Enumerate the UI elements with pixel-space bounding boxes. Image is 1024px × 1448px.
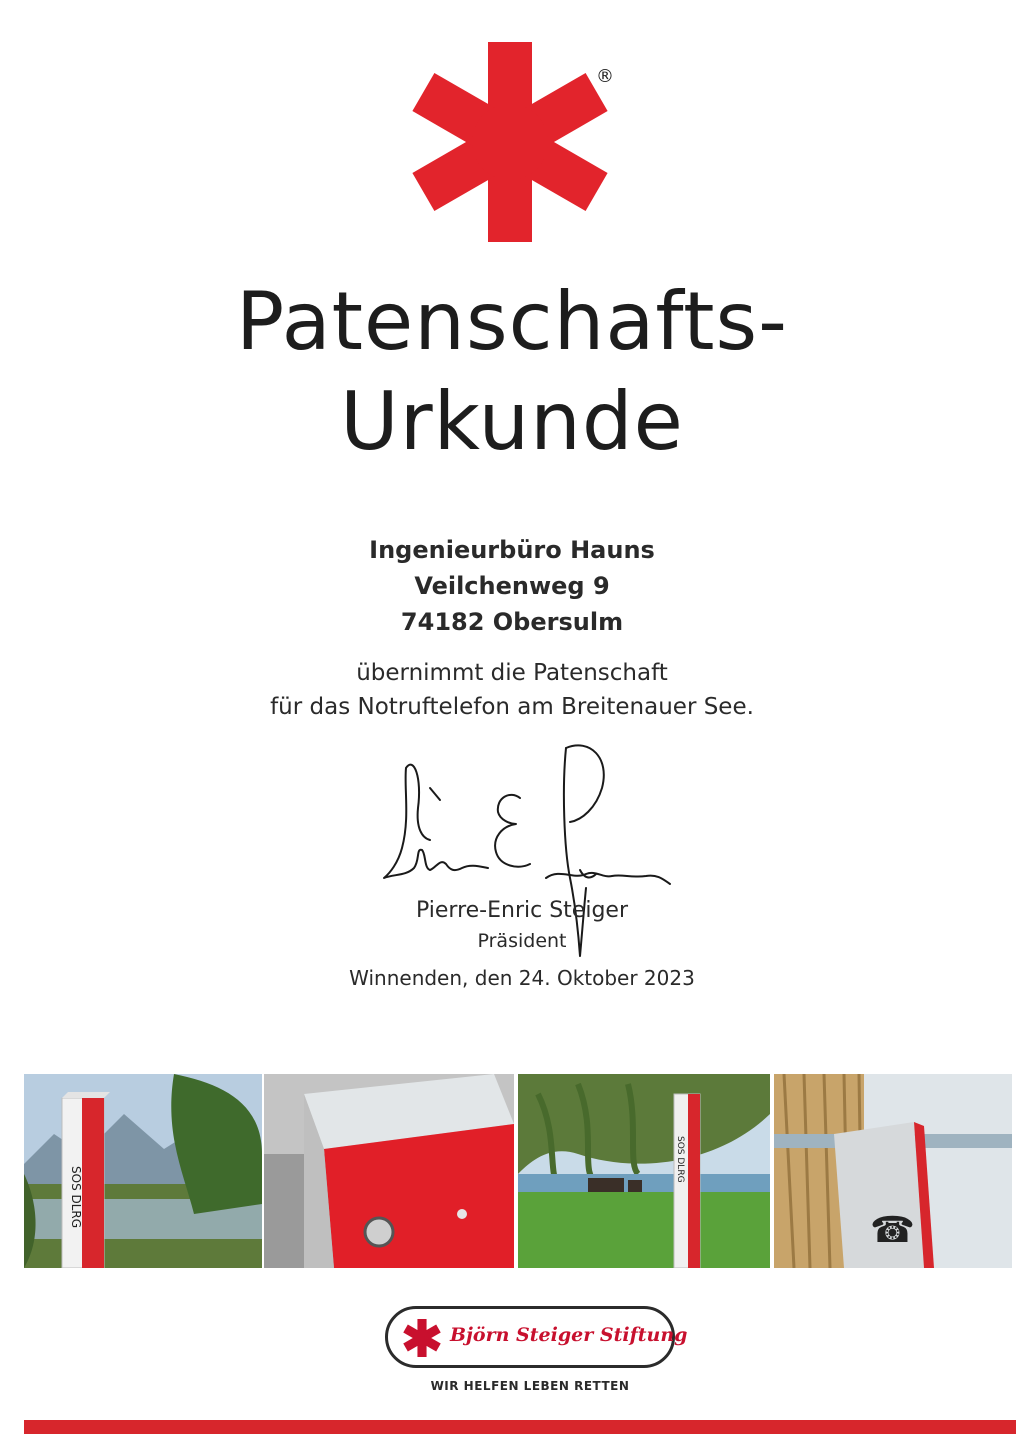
recipient-city: 74182 Obersulm: [400, 608, 624, 636]
title-line-1: Patenschafts-: [235, 275, 789, 368]
recipient-name: Ingenieurbüro Hauns: [369, 536, 655, 564]
svg-text:☎: ☎: [870, 1210, 915, 1251]
emergency-box-reeds-photo: [774, 1074, 1012, 1268]
emergency-box-closeup-photo: [264, 1074, 514, 1268]
sponsorship-statement: [0, 656, 1024, 724]
pillar-text-1: SOS DLRG: [69, 1166, 83, 1229]
statement-line-2: für das Notruftelefon am Breitenauer See.: [270, 694, 754, 720]
certificate-title: [0, 272, 1024, 472]
foundation-slogan: WIR HELFEN LEBEN RETTEN: [430, 1379, 630, 1393]
foundation-badge: [385, 1306, 688, 1368]
recipient-block: [0, 532, 1024, 640]
foundation-star-icon: [400, 1319, 444, 1357]
handwritten-signature: [370, 728, 680, 960]
foundation-name: Björn Steiger Stiftung: [450, 1324, 688, 1346]
emergency-pillar-park-photo: [518, 1074, 770, 1268]
place-and-date: Winnenden, den 24. Oktober 2023: [349, 966, 695, 990]
registered-mark: ®: [596, 66, 614, 87]
recipient-street: Veilchenweg 9: [414, 572, 610, 600]
statement-line-1: übernimmt die Patenschaft: [356, 660, 668, 686]
logo-star-icon: [395, 42, 625, 242]
signer-role: Präsident: [477, 930, 567, 952]
emergency-pillar-lake-photo: [24, 1074, 262, 1268]
footer-bar: [24, 1420, 1016, 1434]
title-line-2: Urkunde: [340, 375, 684, 468]
pillar-text-3: SOS DLRG: [675, 1136, 685, 1183]
signer-name: Pierre-Enric Steiger: [416, 898, 628, 923]
